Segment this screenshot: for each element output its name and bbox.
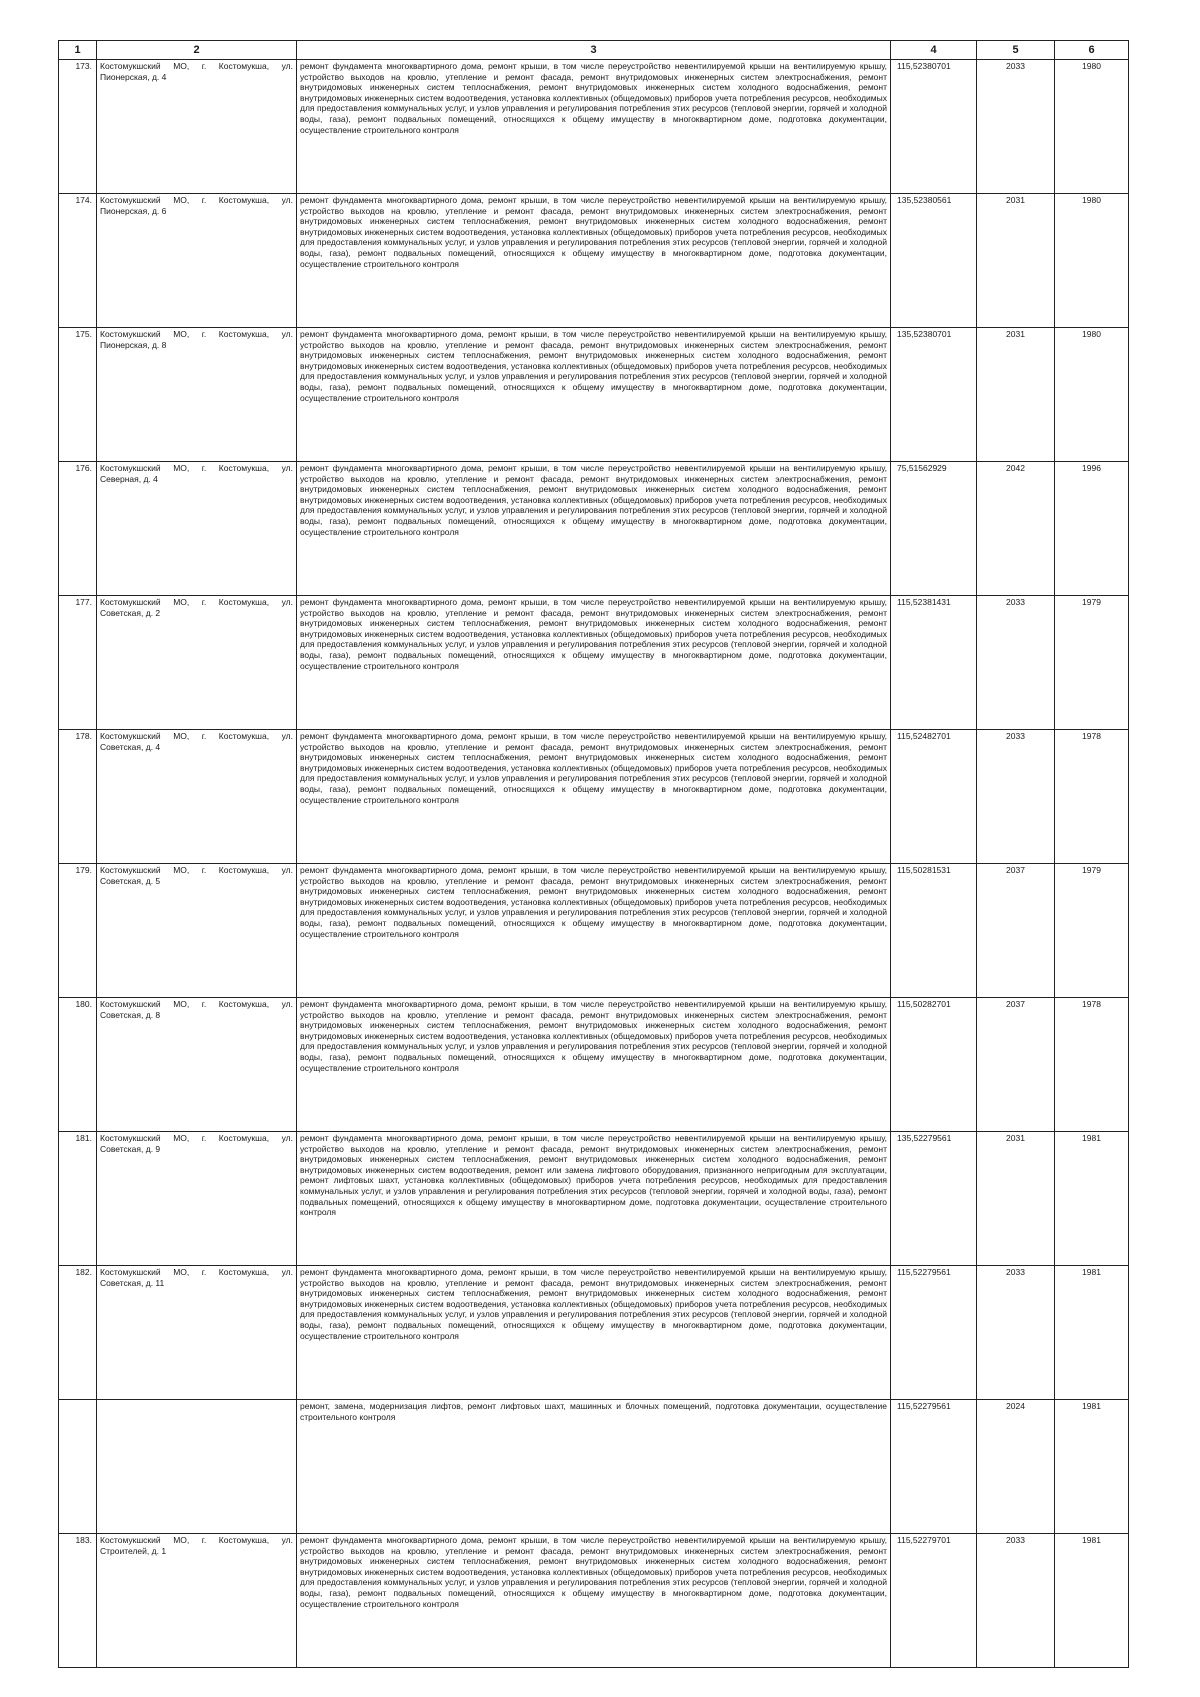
work-description-cell: ремонт фундамента многоквартирного дома, ремонт крыши, в том числе переустройство невентилируемой крыши на вентилируемую крышу, устройство выходов на кровлю, утепление и ремонт фасада, ремонт внутридомовых инженерных систем электроснабжения, ремонт внутридомовых инженерных систем теплоснабжения, ремонт внутридомовых инженерных систем холодного водоснабжения, ремонт внутридомовых инженерных систем водоотведения, установка коллективных (общедомовых) приборов учета потребления ресурсов, необходимых для предоставления коммунальных услуг, и узлов управления и регулирования потребления этих ресурсов (тепловой энергии, горячей и холодной воды, газа), ремонт подвальных помещений, относящихся к общему имуществу в многоквартирном доме, подготовка документации, осуществление строительного контроля [297, 596, 891, 730]
table-row [59, 1132, 1129, 1266]
planned-year-cell: 2031 [977, 1132, 1055, 1266]
row-number: 174. [59, 194, 97, 328]
planned-year-cell: 2037 [977, 998, 1055, 1132]
table-row [59, 998, 1129, 1132]
row-number: 178. [59, 730, 97, 864]
repair-program-table [58, 40, 1129, 1668]
row-number: 181. [59, 1132, 97, 1266]
table-row [59, 194, 1129, 328]
table-row [59, 730, 1129, 864]
column-header: 5 [977, 41, 1055, 60]
cost-cell: 115,50282701 [891, 998, 977, 1132]
cost-cell: 115,52381431 [891, 596, 977, 730]
table-row [59, 328, 1129, 462]
planned-year-cell: 2033 [977, 1534, 1055, 1668]
address-cell [97, 1400, 297, 1534]
address-cell: Костомукшский МО, г. Костомукша, ул. Советская, д. 9 [97, 1132, 297, 1266]
address-cell: Костомукшский МО, г. Костомукша, ул. Советская, д. 11 [97, 1266, 297, 1400]
work-description-cell: ремонт фундамента многоквартирного дома, ремонт крыши, в том числе переустройство невентилируемой крыши на вентилируемую крышу, устройство выходов на кровлю, утепление и ремонт фасада, ремонт внутридомовых инженерных систем электроснабжения, ремонт внутридомовых инженерных систем теплоснабжения, ремонт внутридомовых инженерных систем холодного водоснабжения, ремонт внутридомовых инженерных систем водоотведения, установка коллективных (общедомовых) приборов учета потребления ресурсов, необходимых для предоставления коммунальных услуг, и узлов управления и регулирования потребления этих ресурсов (тепловой энергии, горячей и холодной воды, газа), ремонт подвальных помещений, относящихся к общему имуществу в многоквартирном доме, подготовка документации, осуществление строительного контроля [297, 998, 891, 1132]
built-year-cell: 1980 [1055, 194, 1129, 328]
planned-year-cell: 2033 [977, 730, 1055, 864]
planned-year-cell: 2037 [977, 864, 1055, 998]
built-year-cell: 1980 [1055, 328, 1129, 462]
address-cell: Костомукшский МО, г. Костомукша, ул. Пионерская, д. 4 [97, 60, 297, 194]
cost-cell: 115,52279561 [891, 1400, 977, 1534]
work-description-cell: ремонт фундамента многоквартирного дома, ремонт крыши, в том числе переустройство невентилируемой крыши на вентилируемую крышу, устройство выходов на кровлю, утепление и ремонт фасада, ремонт внутридомовых инженерных систем электроснабжения, ремонт внутридомовых инженерных систем теплоснабжения, ремонт внутридомовых инженерных систем холодного водоснабжения, ремонт внутридомовых инженерных систем водоотведения, установка коллективных (общедомовых) приборов учета потребления ресурсов, необходимых для предоставления коммунальных услуг, и узлов управления и регулирования потребления этих ресурсов (тепловой энергии, горячей и холодной воды, газа), ремонт подвальных помещений, относящихся к общему имуществу в многоквартирном доме, подготовка документации, осуществление строительного контроля [297, 462, 891, 596]
row-number: 180. [59, 998, 97, 1132]
work-description-cell: ремонт фундамента многоквартирного дома, ремонт крыши, в том числе переустройство невентилируемой крыши на вентилируемую крышу, устройство выходов на кровлю, утепление и ремонт фасада, ремонт внутридомовых инженерных систем электроснабжения, ремонт внутридомовых инженерных систем теплоснабжения, ремонт внутридомовых инженерных систем холодного водоснабжения, ремонт внутридомовых инженерных систем водоотведения, установка коллективных (общедомовых) приборов учета потребления ресурсов, необходимых для предоставления коммунальных услуг, и узлов управления и регулирования потребления этих ресурсов (тепловой энергии, горячей и холодной воды, газа), ремонт подвальных помещений, относящихся к общему имуществу в многоквартирном доме, подготовка документации, осуществление строительного контроля [297, 1266, 891, 1400]
built-year-cell: 1978 [1055, 998, 1129, 1132]
cost-cell: 115,52380701 [891, 60, 977, 194]
work-description-cell: ремонт фундамента многоквартирного дома, ремонт крыши, в том числе переустройство невентилируемой крыши на вентилируемую крышу, устройство выходов на кровлю, утепление и ремонт фасада, ремонт внутридомовых инженерных систем электроснабжения, ремонт внутридомовых инженерных систем теплоснабжения, ремонт внутридомовых инженерных систем холодного водоснабжения, ремонт внутридомовых инженерных систем водоотведения, установка коллективных (общедомовых) приборов учета потребления ресурсов, необходимых для предоставления коммунальных услуг, и узлов управления и регулирования потребления этих ресурсов (тепловой энергии, горячей и холодной воды, газа), ремонт подвальных помещений, относящихся к общему имуществу в многоквартирном доме, подготовка документации, осуществление строительного контроля [297, 730, 891, 864]
row-number: 183. [59, 1534, 97, 1668]
cost-cell: 115,52482701 [891, 730, 977, 864]
table-row [59, 596, 1129, 730]
row-number: 175. [59, 328, 97, 462]
cost-cell: 135,52380561 [891, 194, 977, 328]
cost-cell: 115,52279561 [891, 1266, 977, 1400]
work-description-cell: ремонт фундамента многоквартирного дома, ремонт крыши, в том числе переустройство невентилируемой крыши на вентилируемую крышу, устройство выходов на кровлю, утепление и ремонт фасада, ремонт внутридомовых инженерных систем электроснабжения, ремонт внутридомовых инженерных систем теплоснабжения, ремонт внутридомовых инженерных систем холодного водоснабжения, ремонт внутридомовых инженерных систем водоотведения, установка коллективных (общедомовых) приборов учета потребления ресурсов, необходимых для предоставления коммунальных услуг, и узлов управления и регулирования потребления этих ресурсов (тепловой энергии, горячей и холодной воды, газа), ремонт подвальных помещений, относящихся к общему имуществу в многоквартирном доме, подготовка документации, осуществление строительного контроля [297, 60, 891, 194]
column-header: 2 [97, 41, 297, 60]
planned-year-cell: 2033 [977, 60, 1055, 194]
built-year-cell: 1978 [1055, 730, 1129, 864]
table-row [59, 1400, 1129, 1534]
row-number: 182. [59, 1266, 97, 1400]
row-number: 173. [59, 60, 97, 194]
row-number: 179. [59, 864, 97, 998]
work-description-cell: ремонт фундамента многоквартирного дома, ремонт крыши, в том числе переустройство невентилируемой крыши на вентилируемую крышу, устройство выходов на кровлю, утепление и ремонт фасада, ремонт внутридомовых инженерных систем электроснабжения, ремонт внутридомовых инженерных систем теплоснабжения, ремонт внутридомовых инженерных систем холодного водоснабжения, ремонт внутридомовых инженерных систем водоотведения, установка коллективных (общедомовых) приборов учета потребления ресурсов, необходимых для предоставления коммунальных услуг, и узлов управления и регулирования потребления этих ресурсов (тепловой энергии, горячей и холодной воды, газа), ремонт подвальных помещений, относящихся к общему имуществу в многоквартирном доме, подготовка документации, осуществление строительного контроля [297, 194, 891, 328]
planned-year-cell: 2033 [977, 1266, 1055, 1400]
address-cell: Костомукшский МО, г. Костомукша, ул. Пионерская, д. 6 [97, 194, 297, 328]
cost-cell: 115,52279701 [891, 1534, 977, 1668]
address-cell: Костомукшский МО, г. Костомукша, ул. Строителей, д. 1 [97, 1534, 297, 1668]
planned-year-cell: 2031 [977, 194, 1055, 328]
table-row [59, 1534, 1129, 1668]
cost-cell: 135,52380701 [891, 328, 977, 462]
row-number: 177. [59, 596, 97, 730]
address-cell: Костомукшский МО, г. Костомукша, ул. Советская, д. 2 [97, 596, 297, 730]
cost-cell: 115,50281531 [891, 864, 977, 998]
work-description-cell: ремонт, замена, модернизация лифтов, ремонт лифтовых шахт, машинных и блочных помещений, подготовка документации, осуществление строительного контроля [297, 1400, 891, 1534]
work-description-cell: ремонт фундамента многоквартирного дома, ремонт крыши, в том числе переустройство невентилируемой крыши на вентилируемую крышу, устройство выходов на кровлю, утепление и ремонт фасада, ремонт внутридомовых инженерных систем электроснабжения, ремонт внутридомовых инженерных систем теплоснабжения, ремонт внутридомовых инженерных систем холодного водоснабжения, ремонт внутридомовых инженерных систем водоотведения, установка коллективных (общедомовых) приборов учета потребления ресурсов, необходимых для предоставления коммунальных услуг, и узлов управления и регулирования потребления этих ресурсов (тепловой энергии, горячей и холодной воды, газа), ремонт подвальных помещений, относящихся к общему имуществу в многоквартирном доме, подготовка документации, осуществление строительного контроля [297, 1534, 891, 1668]
address-cell: Костомукшский МО, г. Костомукша, ул. Советская, д. 4 [97, 730, 297, 864]
built-year-cell: 1981 [1055, 1400, 1129, 1534]
address-cell: Костомукшский МО, г. Костомукша, ул. Пионерская, д. 8 [97, 328, 297, 462]
column-header: 3 [297, 41, 891, 60]
table-row [59, 60, 1129, 194]
header-row [59, 41, 1129, 60]
planned-year-cell: 2031 [977, 328, 1055, 462]
built-year-cell: 1981 [1055, 1132, 1129, 1266]
cost-cell: 75,51562929 [891, 462, 977, 596]
row-number: 176. [59, 462, 97, 596]
column-header: 1 [59, 41, 97, 60]
work-description-cell: ремонт фундамента многоквартирного дома, ремонт крыши, в том числе переустройство невентилируемой крыши на вентилируемую крышу, устройство выходов на кровлю, утепление и ремонт фасада, ремонт внутридомовых инженерных систем электроснабжения, ремонт внутридомовых инженерных систем теплоснабжения, ремонт внутридомовых инженерных систем холодного водоснабжения, ремонт внутридомовых инженерных систем водоотведения, установка коллективных (общедомовых) приборов учета потребления ресурсов, необходимых для предоставления коммунальных услуг, и узлов управления и регулирования потребления этих ресурсов (тепловой энергии, горячей и холодной воды, газа), ремонт подвальных помещений, относящихся к общему имуществу в многоквартирном доме, подготовка документации, осуществление строительного контроля [297, 328, 891, 462]
cost-cell: 135,52279561 [891, 1132, 977, 1266]
planned-year-cell: 2033 [977, 596, 1055, 730]
work-description-cell: ремонт фундамента многоквартирного дома, ремонт крыши, в том числе переустройство невентилируемой крыши на вентилируемую крышу, устройство выходов на кровлю, утепление и ремонт фасада, ремонт внутридомовых инженерных систем электроснабжения, ремонт внутридомовых инженерных систем теплоснабжения, ремонт внутридомовых инженерных систем холодного водоснабжения, ремонт внутридомовых инженерных систем водоотведения, установка коллективных (общедомовых) приборов учета потребления ресурсов, необходимых для предоставления коммунальных услуг, и узлов управления и регулирования потребления этих ресурсов (тепловой энергии, горячей и холодной воды, газа), ремонт подвальных помещений, относящихся к общему имуществу в многоквартирном доме, подготовка документации, осуществление строительного контроля [297, 864, 891, 998]
column-header: 4 [891, 41, 977, 60]
built-year-cell: 1980 [1055, 60, 1129, 194]
address-cell: Костомукшский МО, г. Костомукша, ул. Советская, д. 5 [97, 864, 297, 998]
work-description-cell: ремонт фундамента многоквартирного дома, ремонт крыши, в том числе переустройство невентилируемой крыши на вентилируемую крышу, устройство выходов на кровлю, утепление и ремонт фасада, ремонт внутридомовых инженерных систем электроснабжения, ремонт внутридомовых инженерных систем теплоснабжения, ремонт внутридомовых инженерных систем холодного водоснабжения, ремонт внутридомовых инженерных систем водоотведения, ремонт или замена лифтового оборудования, признанного непригодным для эксплуатации, ремонт лифтовых шахт, установка коллективных (общедомовых) приборов учета потребления ресурсов, необходимых для предоставления коммунальных услуг, и узлов управления и регулирования потребления этих ресурсов (тепловой энергии, горячей и холодной воды, газа), ремонт подвальных помещений, относящихся к общему имуществу в многоквартирном доме, подготовка документации, осуществление строительного контроля [297, 1132, 891, 1266]
planned-year-cell: 2042 [977, 462, 1055, 596]
column-header: 6 [1055, 41, 1129, 60]
row-number [59, 1400, 97, 1534]
planned-year-cell: 2024 [977, 1400, 1055, 1534]
address-cell: Костомукшский МО, г. Костомукша, ул. Советская, д. 8 [97, 998, 297, 1132]
built-year-cell: 1979 [1055, 864, 1129, 998]
built-year-cell: 1981 [1055, 1534, 1129, 1668]
built-year-cell: 1981 [1055, 1266, 1129, 1400]
table-body [59, 41, 1129, 1668]
built-year-cell: 1979 [1055, 596, 1129, 730]
table-row [59, 864, 1129, 998]
built-year-cell: 1996 [1055, 462, 1129, 596]
table-row [59, 1266, 1129, 1400]
address-cell: Костомукшский МО, г. Костомукша, ул. Северная, д. 4 [97, 462, 297, 596]
table-row [59, 462, 1129, 596]
